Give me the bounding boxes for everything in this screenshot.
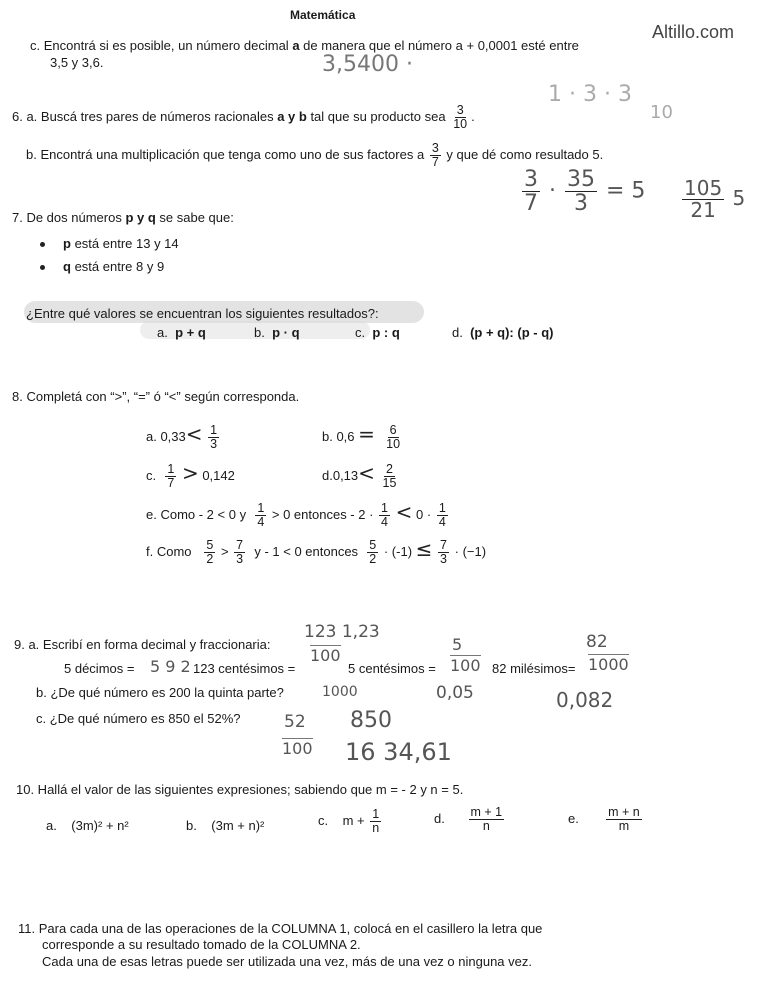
- exercise-10-title: 10. Hallá el valor de las siguientes expresiones; sabiendo que m = - 2 y n = 5.: [16, 782, 464, 797]
- exercise-8-title: 8. Completá con “>”, “=” ó “<” según corresponda.: [12, 389, 300, 404]
- handwritten-answer-9a-5-den: 100: [450, 656, 481, 675]
- exercise-10d: d. $\frac{m + 1}{n}$: [434, 805, 503, 834]
- exercise-8c: c. $\frac{1}{7}$ > 0,142: [146, 461, 235, 491]
- handwritten-answer-6a-den: 10: [650, 102, 673, 123]
- handwritten-answer-9a-decimos: 5 9 2: [150, 657, 191, 676]
- exercise-11-line3: Cada una de esas letras puede ser utilizada una vez, más de una vez o ninguna vez.: [42, 954, 532, 969]
- bullet-icon: [40, 242, 45, 247]
- handwritten-answer-9a-5-num: 5: [452, 635, 463, 654]
- exercise-10b: b. (3m + n)²: [186, 818, 265, 833]
- handwritten-answer-9a-123-den: 100: [310, 646, 341, 665]
- fraction: $\frac{3}{10}$: [453, 103, 468, 132]
- exercise-7-item-b: b. p · q: [254, 325, 300, 340]
- handwritten-answer-6b-extra: $\frac{105}{21}$ 5: [684, 176, 746, 222]
- exercise-10c: c. m + $\frac{1}{n}$: [318, 807, 380, 836]
- exercise-7-item-c: c. p : q: [355, 325, 400, 340]
- exercise-8a: a. 0,33< $\frac{1}{3}$: [146, 422, 218, 452]
- exercise-5c: c. Encontrá si es posible, un número decimal a de manera que el número a + 0,0001 esté entre: [30, 38, 579, 53]
- handwritten-answer-9a-82-den: 1000: [588, 655, 629, 674]
- exercise-11-line1: 11. Para cada una de las operaciones de la COLUMNA 1, colocá en el casillero la letra que: [18, 921, 543, 936]
- exercise-5c-line2: 3,5 y 3,6.: [50, 55, 104, 70]
- watermark: Altillo.com: [652, 22, 735, 42]
- exercise-7-item-a: a. p + q: [157, 325, 206, 340]
- exercise-7-item-d: d. (p + q): (p - q): [452, 325, 554, 340]
- exercise-9a-123: 123 centésimos =: [193, 661, 296, 676]
- exercise-8b: b. 0,6 = $\frac{6}{10}$: [322, 422, 401, 452]
- handwritten-answer-9a-82-num: 82: [586, 632, 608, 652]
- handwritten-answer-6b: $\frac{3}{7}$ · $\frac{35}{3}$ = 5: [524, 167, 646, 217]
- bullet-icon: [40, 265, 45, 270]
- exercise-10e: e. $\frac{m + n}{m}$: [568, 805, 640, 834]
- exercise-7-bullet-p: p está entre 13 y 14: [40, 236, 179, 251]
- handwritten-answer-9a-5-dec: 0,05: [436, 683, 474, 703]
- exercise-7-bullet-q: q está entre 8 y 9: [40, 259, 164, 274]
- exercise-9a-82: 82 milésimos=: [492, 661, 576, 676]
- exercise-8d: d.0,13< $\frac{2}{15}$: [322, 461, 397, 491]
- page-title: Matemática: [290, 8, 356, 22]
- exercise-10a: a. (3m)² + n²: [46, 818, 129, 833]
- exercise-9a-title: 9. a. Escribí en forma decimal y fraccionaria:: [14, 637, 271, 652]
- handwritten-answer-9a-82-dec: 0,082: [556, 688, 614, 712]
- exercise-7-question: ¿Entre qué valores se encuentran los siguientes resultados?:: [26, 306, 379, 321]
- exercise-7-intro: 7. De dos números p y q se sabe que:: [12, 210, 234, 225]
- exercise-6b: b. Encontrá una multiplicación que tenga como uno de sus factores a $\frac{3}{7}$ y que dé como resultado 5.: [26, 141, 604, 170]
- exercise-9a-5: 5 centésimos =: [348, 661, 436, 676]
- handwritten-answer-9a-123: 123 1,23: [304, 622, 380, 642]
- exercise-8e: e. Como - 2 < 0 y $\frac{1}{4}$ > 0 entonces - 2 · $\frac{1}{4}$ < 0 · $\frac{1}{4}$: [146, 500, 446, 530]
- exercise-9c: c. ¿De qué número es 850 el 52%?: [36, 711, 241, 726]
- handwritten-answer-6a: 1 · 3 · 3: [548, 82, 632, 107]
- exercise-9b: b. ¿De qué número es 200 la quinta parte?: [36, 685, 284, 700]
- handwritten-answer-9c-result: 16 34,61: [345, 738, 452, 766]
- handwritten-answer-5c: 3,5400 ·: [322, 52, 413, 77]
- handwritten-answer-9c-850: 850: [350, 708, 392, 733]
- exercise-11-line2: corresponde a su resultado tomado de la COLUMNA 2.: [42, 937, 361, 952]
- handwritten-answer-9c-num: 52: [284, 712, 306, 732]
- handwritten-answer-9b: 1000: [322, 684, 358, 700]
- exercise-8f: f. Como $\frac{5}{2}$ > $\frac{7}{3}$ y - 1 < 0 entonces $\frac{5}{2}$ · (-1) ≤ $\frac{7}{3}$ · (−1): [146, 537, 487, 567]
- fraction: $\frac{3}{7}$: [431, 141, 439, 170]
- exercise-9a-decimos: 5 décimos =: [64, 661, 135, 676]
- exercise-6a: 6. a. Buscá tres pares de números racionales a y b tal que su producto sea $\frac{3}{10}$ .: [12, 103, 475, 132]
- handwritten-answer-9c-den: 100: [282, 739, 313, 758]
